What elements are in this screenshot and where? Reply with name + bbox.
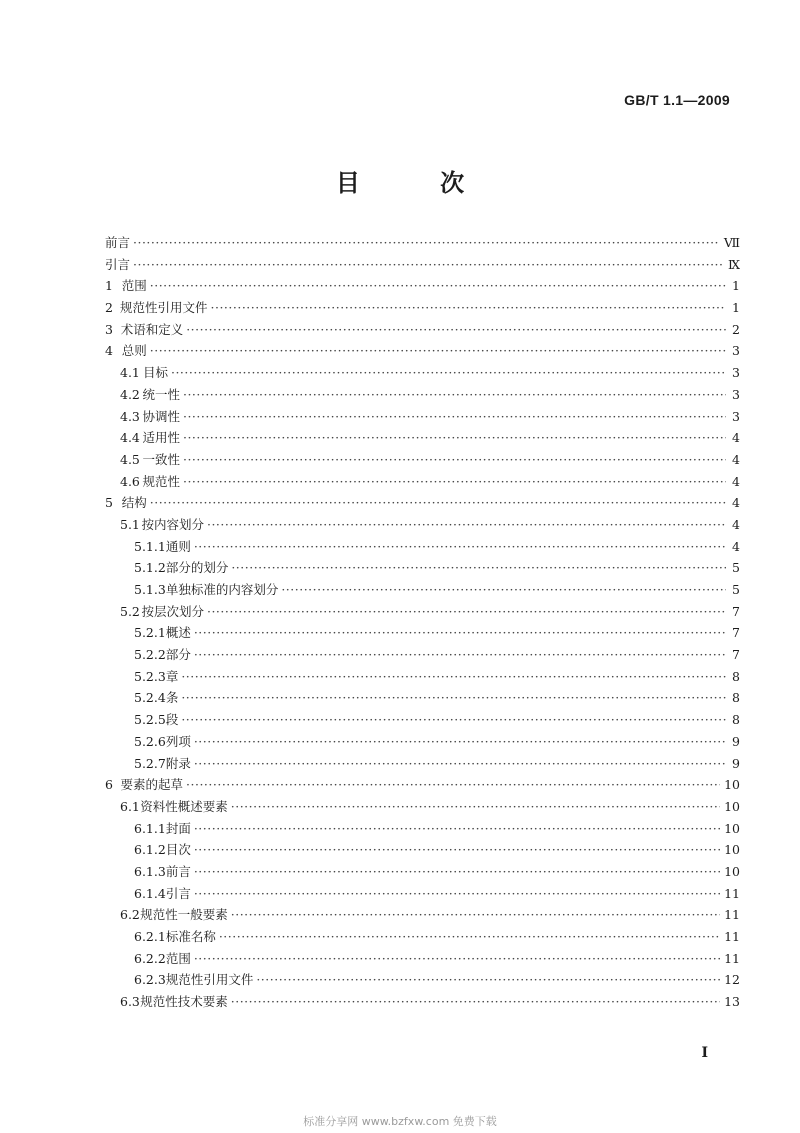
toc-entry[interactable] — [105, 753, 740, 775]
toc-entry-number: 6.1.4 — [134, 885, 166, 901]
toc-entry-number: 6.1.3 — [134, 863, 166, 879]
toc-entry-number: 5.2.2 — [134, 647, 166, 663]
toc-entry[interactable] — [105, 731, 740, 753]
toc-entry-number: 4.6 — [120, 473, 140, 489]
toc-entry-label: 统一性 — [142, 386, 180, 402]
toc-entry-page: 9 — [732, 755, 740, 771]
toc-entry-label: 通则 — [165, 538, 191, 554]
toc-leader-dots — [183, 427, 726, 449]
toc-leader-dots — [211, 297, 727, 319]
toc-entry-label: 总则 — [121, 343, 147, 359]
toc-entry-page: 7 — [732, 603, 740, 619]
toc-entry-label: 规范性 — [142, 473, 180, 489]
toc-entry-label: 条 — [165, 690, 179, 706]
toc-entry-number: 6.2 — [120, 907, 140, 923]
toc-entry-page: Ⅸ — [727, 256, 740, 272]
toc-entry[interactable] — [105, 969, 740, 991]
toc-leader-dots — [183, 449, 726, 471]
toc-entry-page: 3 — [732, 343, 740, 359]
toc-leader-dots — [183, 384, 726, 406]
toc-entry-page: 11 — [724, 885, 740, 901]
toc-entry-label: 前言 — [105, 235, 131, 250]
toc-entry-page: 1 — [732, 278, 740, 294]
toc-entry[interactable] — [105, 904, 740, 926]
toc-entry-page: 10 — [724, 777, 740, 793]
toc-leader-dots — [231, 991, 720, 1013]
toc-entry-number: 6.3 — [120, 994, 140, 1010]
toc-entry-page: 11 — [724, 950, 740, 966]
toc-entry-label: 部分 — [165, 647, 191, 663]
toc-entry[interactable] — [105, 666, 740, 688]
toc-entry-page: 8 — [732, 668, 740, 684]
toc-leader-dots — [194, 818, 720, 840]
toc-entry-number: 6.1 — [120, 798, 140, 814]
toc-entry-label: 部分的划分 — [165, 560, 229, 576]
toc-leader-dots — [133, 232, 720, 254]
toc-entry[interactable] — [105, 471, 740, 493]
toc-entry-label: 标准名称 — [165, 929, 216, 944]
toc-entry-page: 4 — [732, 495, 740, 511]
toc-entry-label: 范围 — [165, 950, 191, 966]
toc-entry-label: 一致性 — [142, 451, 180, 467]
toc-entry-number: 6.1.1 — [134, 820, 166, 836]
toc-entry-number: 5.2.1 — [134, 625, 166, 641]
toc-entry[interactable] — [105, 297, 740, 319]
toc-entry-page: 4 — [732, 451, 740, 467]
toc-entry-number: 4.3 — [120, 408, 140, 424]
toc-entry-label: 规范性引用文件 — [119, 300, 208, 316]
toc-leader-dots — [194, 536, 726, 558]
toc-entry-label: 规范性引用文件 — [165, 972, 254, 988]
toc-entry-label: 结构 — [121, 495, 147, 511]
toc-leader-dots — [150, 340, 726, 362]
toc-entry-label: 规范性技术要素 — [140, 994, 228, 1010]
toc-leader-dots — [194, 883, 720, 905]
toc-entry-number: 6.2.3 — [134, 972, 166, 988]
toc-entry-number: 5 — [105, 495, 113, 511]
toc-leader-dots — [194, 644, 726, 666]
toc-entry-number: 5.2.7 — [134, 755, 166, 771]
toc-entry[interactable] — [105, 926, 740, 948]
toc-leader-dots — [194, 948, 720, 970]
toc-entry-label: 引言 — [105, 256, 131, 272]
toc-leader-dots — [231, 904, 720, 926]
toc-entry-page: 7 — [732, 625, 740, 641]
toc-leader-dots — [194, 622, 726, 644]
toc-entry-page: 12 — [724, 972, 740, 988]
toc-entry-number: 3 — [105, 321, 113, 337]
toc-entry[interactable] — [105, 644, 740, 666]
toc-entry-page: 9 — [732, 733, 740, 749]
toc-entry-number: 6 — [105, 777, 113, 793]
toc-entry-page: 11 — [724, 907, 740, 923]
toc-entry-label: 段 — [165, 712, 179, 728]
toc-leader-dots — [194, 839, 720, 861]
toc-entry[interactable] — [105, 275, 740, 297]
toc-entry-page: 4 — [732, 430, 740, 446]
toc-entry[interactable] — [105, 839, 740, 861]
toc-entry-label: 范围 — [121, 278, 147, 294]
toc-entry-page: 4 — [732, 473, 740, 489]
toc-entry-page: 5 — [732, 560, 740, 576]
toc-entry-page: 4 — [732, 538, 740, 554]
toc-entry[interactable] — [105, 991, 740, 1013]
toc-entry[interactable] — [105, 818, 740, 840]
toc-entry[interactable] — [105, 861, 740, 883]
toc-entry[interactable] — [105, 536, 740, 558]
toc-entry[interactable] — [105, 340, 740, 362]
toc-entry-label: 目标 — [142, 365, 168, 381]
toc-entry-number: 5.2.6 — [134, 733, 166, 749]
watermark: 标准分享网 www.bzfxw.com 免费下载 — [303, 1115, 497, 1128]
toc-entry-label: 概述 — [165, 625, 191, 641]
toc-entry[interactable] — [105, 622, 740, 644]
toc-entry[interactable] — [105, 557, 740, 579]
toc-entry-number: 4.2 — [120, 386, 140, 402]
toc-leader-dots — [150, 275, 726, 297]
toc-entry-page: 4 — [732, 516, 740, 532]
toc-entry-page: Ⅶ — [723, 235, 740, 250]
toc-entry-page: 5 — [732, 582, 740, 597]
toc-entry-number: 5.2.3 — [134, 668, 166, 684]
toc-entry[interactable] — [105, 687, 740, 709]
toc-entry-number: 5.2 — [120, 603, 140, 619]
toc-entry-number: 1 — [105, 278, 113, 294]
toc-entry-label: 附录 — [165, 755, 191, 771]
toc-entry-label: 封面 — [165, 820, 191, 836]
toc-leader-dots — [219, 926, 720, 948]
toc-entry-number: 5.1.3 — [134, 582, 166, 597]
toc-entry[interactable] — [105, 796, 740, 818]
toc-leader-dots — [133, 254, 724, 276]
toc-leader-dots — [281, 579, 726, 601]
toc-entry-label: 前言 — [165, 863, 191, 879]
toc-entry-number: 4 — [105, 343, 113, 359]
toc-entry-page: 3 — [732, 386, 740, 402]
toc-entry[interactable] — [105, 579, 740, 601]
toc-leader-dots — [186, 774, 720, 796]
toc-entry-page: 3 — [732, 365, 740, 381]
toc-entry[interactable] — [105, 449, 740, 471]
toc-entry-label: 术语和定义 — [120, 321, 184, 337]
toc-entry-page: 8 — [732, 712, 740, 728]
toc-entry-number: 5.1.2 — [134, 560, 166, 576]
toc-entry-number: 6.2.1 — [134, 929, 166, 944]
toc-entry-number: 4.4 — [120, 430, 140, 446]
toc-entry-number: 6.2.2 — [134, 950, 166, 966]
toc-entry[interactable] — [105, 948, 740, 970]
toc-entry[interactable] — [105, 254, 740, 276]
toc-entry-page: 10 — [724, 820, 740, 836]
toc-entry-label: 规范性一般要素 — [140, 907, 228, 923]
toc-entry-page: 11 — [724, 929, 740, 944]
toc-entry[interactable] — [105, 406, 740, 428]
toc-entry-page: 10 — [724, 863, 740, 879]
toc-entry-label: 协调性 — [142, 408, 180, 424]
toc-entry-label: 要素的起草 — [120, 777, 184, 793]
toc-entry-page: 7 — [732, 647, 740, 663]
toc-entry-page: 3 — [732, 408, 740, 424]
toc-leader-dots — [231, 796, 720, 818]
toc-entry[interactable] — [105, 883, 740, 905]
toc-leader-dots — [181, 687, 726, 709]
toc-entry-label: 按层次划分 — [141, 603, 204, 619]
toc-entry-label: 引言 — [165, 885, 191, 901]
toc-entry-label: 资料性概述要素 — [140, 798, 228, 814]
toc-entry-label: 单独标准的内容划分 — [165, 582, 279, 597]
toc-entry-number: 5.2.4 — [134, 690, 166, 706]
toc-entry[interactable] — [105, 362, 740, 384]
toc-entry[interactable] — [105, 427, 740, 449]
toc-leader-dots — [181, 666, 726, 688]
toc-entry-page: 13 — [724, 994, 740, 1010]
toc-entry-number: 5.2.5 — [134, 712, 166, 728]
toc-entry-label: 适用性 — [142, 430, 180, 446]
toc-entry[interactable] — [105, 514, 740, 536]
toc-leader-dots — [183, 406, 726, 428]
toc-entry-number: 5.1 — [120, 516, 140, 532]
page-title: 目 次 — [335, 169, 501, 197]
toc-entry-page: 1 — [732, 300, 740, 316]
toc-leader-dots — [181, 709, 726, 731]
toc-leader-dots — [194, 731, 726, 753]
standard-code: GB/T 1.1—2009 — [624, 92, 730, 108]
toc-entry[interactable] — [105, 601, 740, 623]
toc-leader-dots — [231, 557, 726, 579]
toc-entry-label: 章 — [165, 668, 179, 684]
toc-leader-dots — [150, 492, 726, 514]
toc-leader-dots — [194, 753, 726, 775]
page-number: I — [701, 1045, 708, 1061]
toc-entry[interactable] — [105, 774, 740, 796]
toc-entry[interactable] — [105, 319, 740, 341]
toc-entry[interactable] — [105, 232, 740, 254]
table-of-contents — [105, 232, 740, 1013]
toc-entry-number: 4.5 — [120, 451, 140, 467]
toc-entry-number: 2 — [105, 300, 113, 316]
toc-entry-label: 列项 — [165, 733, 191, 749]
toc-leader-dots — [194, 861, 720, 883]
toc-entry-number: 6.1.2 — [134, 842, 166, 858]
toc-entry[interactable] — [105, 492, 740, 514]
toc-entry-label: 按内容划分 — [141, 516, 204, 532]
toc-leader-dots — [171, 362, 726, 384]
toc-entry-page: 8 — [732, 690, 740, 706]
toc-leader-dots — [207, 514, 726, 536]
toc-leader-dots — [207, 601, 726, 623]
toc-entry-page: 2 — [732, 321, 740, 337]
toc-leader-dots — [186, 319, 726, 341]
toc-entry[interactable] — [105, 709, 740, 731]
toc-leader-dots — [256, 969, 720, 991]
toc-entry-number: 5.1.1 — [134, 538, 166, 554]
toc-entry-number: 4.1 — [120, 365, 140, 381]
toc-entry-page: 10 — [724, 842, 740, 858]
toc-entry-page: 10 — [724, 798, 740, 814]
toc-entry-label: 目次 — [165, 842, 191, 858]
toc-entry[interactable] — [105, 384, 740, 406]
toc-leader-dots — [183, 471, 726, 493]
